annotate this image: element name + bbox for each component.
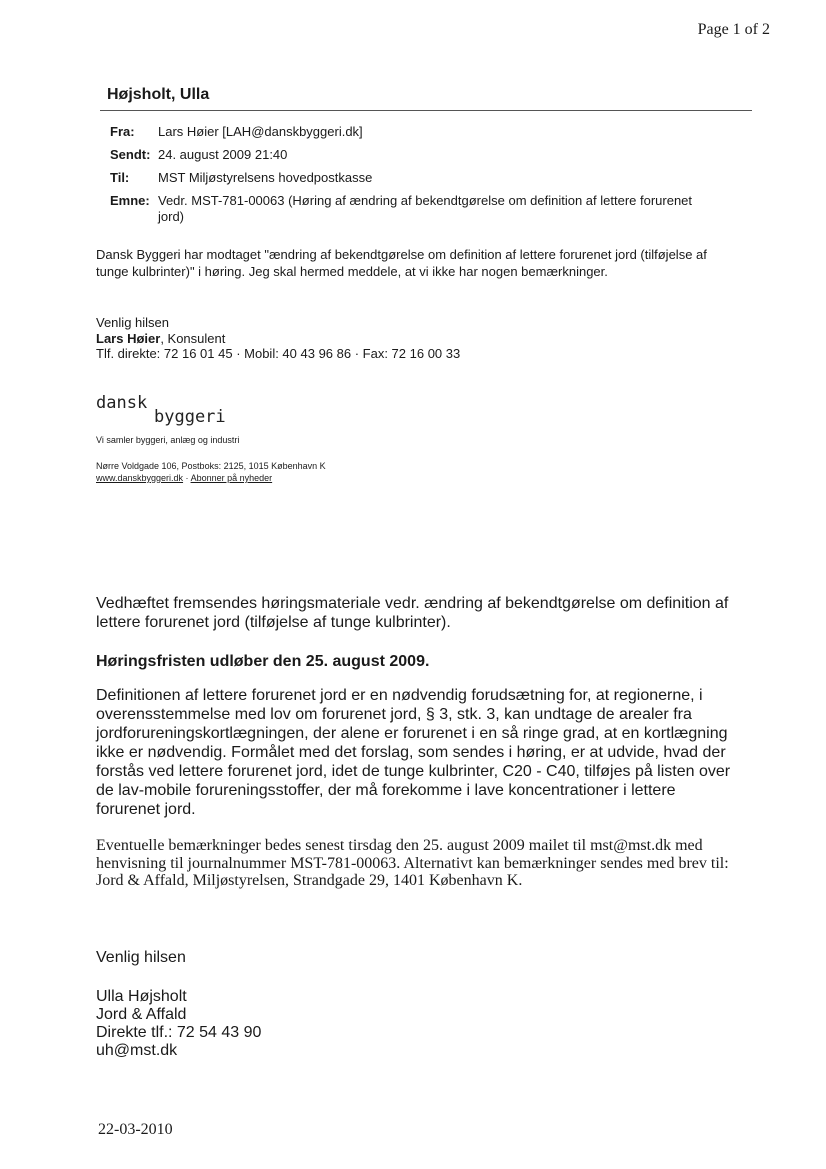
sent-label: Sendt:: [110, 147, 151, 162]
letter-comments-paragraph: [96, 837, 776, 890]
letter-line: Jord & Affald, Miljøstyrelsen, Strandgade 29, 1401 København K.: [96, 872, 523, 889]
letter-line: lettere forurenet jord (tilføjelse af tunge kulbrinter).: [96, 614, 451, 631]
from-value: Lars Høier [LAH@danskbyggeri.dk]: [158, 124, 363, 139]
link-separator: ·: [183, 473, 191, 483]
newsletter-link[interactable]: Abonner på nyheder: [190, 473, 273, 483]
company-tagline: Vi samler byggeri, anlæg og industri: [96, 435, 240, 445]
subject-label: Emne:: [110, 193, 150, 208]
letter-definition-paragraph: [96, 686, 776, 819]
letter-line: Definitionen af lettere forurenet jord er en nødvendig forudsætning for, at regionerne, i: [96, 687, 703, 704]
website-link[interactable]: www.danskbyggeri.dk: [96, 473, 184, 483]
letter-intro: [96, 594, 776, 632]
signature-line: Jord & Affald: [96, 1006, 187, 1023]
email-body: [96, 246, 766, 280]
email-signature: [96, 315, 460, 362]
signature-contact: Tlf. direkte: 72 16 01 45 · Mobil: 40 43 96 86 · Fax: 72 16 00 33: [96, 346, 461, 361]
page-number: Page 1 of 2: [697, 21, 770, 38]
company-address-block: [96, 460, 326, 484]
signature-title: , Konsulent: [160, 330, 226, 346]
logo-text-bottom: byggeri: [154, 407, 226, 426]
letter-line: forurenet jord.: [96, 801, 196, 818]
deadline-notice: Høringsfristen udløber den 25. august 2009.: [96, 653, 430, 670]
dansk-byggeri-logo: [96, 392, 246, 426]
signature-line: Direkte tlf.: 72 54 43 90: [96, 1024, 262, 1041]
letter-line: jordforureningskortlægningen, der alene er forurenet i en så ringe grad, at en kortlægning: [96, 725, 728, 742]
letter-line: forstås ved lettere forurenet jord, idet de tunge kulbrinter, C20 - C40, tilføjes på listen over: [96, 763, 731, 780]
subject-value-line2: jord): [158, 209, 185, 224]
email-body-line: Dansk Byggeri har modtaget "ændring af bekendtgørelse om definition af lettere forurenet jord (tilføjelse af: [96, 247, 707, 262]
letter-signature: [96, 988, 261, 1060]
to-value: MST Miljøstyrelsens hovedpostkasse: [158, 170, 373, 185]
recipient-name: Højsholt, Ulla: [107, 86, 210, 103]
signature-line: Ulla Højsholt: [96, 988, 187, 1005]
letter-line: henvisning til journalnummer MST-781-00063. Alternativt kan bemærkninger sendes med brev til:: [96, 854, 729, 872]
print-date: 22-03-2010: [98, 1121, 173, 1138]
letter-line: de lav-mobile forureningsstoffer, der må forekomme i lave koncentrationer i lettere: [96, 782, 676, 799]
logo-text-top: dansk: [96, 393, 148, 413]
from-label: Fra:: [110, 124, 135, 139]
signature-line: uh@mst.dk: [96, 1042, 178, 1059]
signature-name: Lars Høier: [96, 330, 161, 346]
letter-line: Eventuelle bemærkninger bedes senest tirsdag den 25. august 2009 mailet til mst@mst.dk med: [96, 837, 703, 854]
to-label: Til:: [110, 170, 130, 185]
company-address: Nørre Voldgade 106, Postboks: 2125, 1015 København K: [96, 461, 326, 471]
letter-line: ikke er nødvendig. Formålet med det forslag, som sendes i høring, er at udvide, hvad der: [96, 744, 726, 761]
subject-value-line1: Vedr. MST-781-00063 (Høring af ændring af bekendtgørelse om definition af lettere forurenet: [158, 193, 693, 208]
signature-greeting: Venlig hilsen: [96, 315, 169, 330]
letter-line: overensstemmelse med lov om forurenet jord, § 3, stk. 3, kan undtage de arealer fra: [96, 706, 692, 723]
sent-value: 24. august 2009 21:40: [158, 147, 288, 162]
letter-closing: Venlig hilsen: [96, 949, 186, 966]
letter-line: Vedhæftet fremsendes høringsmateriale vedr. ændring af bekendtgørelse om definition af: [96, 595, 729, 612]
email-body-line: tunge kulbrinter)" i høring. Jeg skal hermed meddele, at vi ikke har nogen bemærkninger.: [96, 264, 608, 279]
header-divider: [100, 110, 752, 111]
